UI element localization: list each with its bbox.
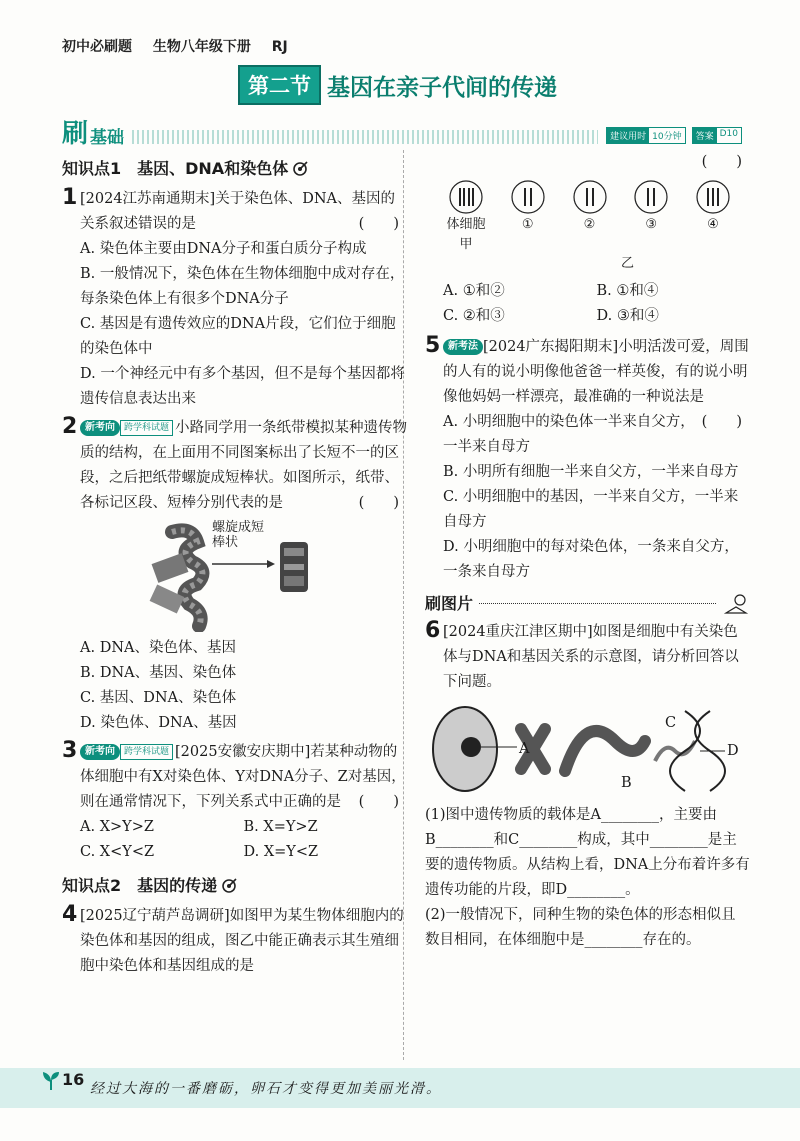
time-value: 10分钟 — [652, 132, 682, 142]
kp2-title: 知识点2 基因的传递 — [62, 876, 218, 895]
option-row — [425, 304, 750, 329]
question-2 — [62, 416, 407, 516]
answer-paren: ( ) — [701, 414, 742, 430]
option: D. 一个神经元中有多个基因，但不是每个基因都将遗传信息表达出来 — [80, 366, 405, 407]
question-number: 6 — [425, 618, 441, 643]
sub-question-2: (2)一般情况下，同种生物的染色体的形态相似且数目相同，在体细胞中是________存在的。 — [425, 907, 736, 948]
question-stem: [2025安徽安庆期中]若某种动物的体细胞中有X对染色体、Y对DNA分子、Z对基因，则在通常情况下，下列关系式中正确的是 — [80, 744, 406, 810]
answer-key: 答案 — [693, 128, 717, 143]
strip-arrow-label: 螺旋成短棒状 — [212, 520, 265, 550]
subject-name: 生物八年级下册 — [152, 39, 251, 55]
option-row — [425, 279, 750, 304]
option: D. 小明细胞中的每对染色体，一条来自父方，一条来自母方 — [443, 539, 739, 580]
picture-practice-heading — [425, 591, 750, 616]
question-stem: [2024广东揭阳期末]小明活泼可爱，周围的人有的说小明像他爸爸一样英俊，有的说小明像他妈妈一样漂亮，最准确的一种说法是 — [443, 339, 749, 405]
answer-value: D10 — [719, 129, 738, 139]
band-label: 基础 — [90, 128, 125, 148]
option: B. X=Y>Z — [243, 819, 318, 835]
answer-paren: ( ) — [701, 154, 742, 170]
question-number: 1 — [62, 185, 78, 210]
reading-book-icon — [722, 593, 750, 615]
picture-practice-title: 刷图片 — [425, 594, 474, 613]
cell-label: ① — [521, 217, 534, 232]
cell-circle-icon — [695, 179, 731, 215]
q4-paren-line — [425, 150, 750, 175]
band-dots — [132, 130, 598, 144]
label-a: A — [519, 741, 530, 757]
cell-label: ④ — [707, 217, 719, 232]
sub-question-1: (1)图中遗传物质的载体是A________，主要由B________和C________构成，其中________是主要的遗传物质。从结构上看，DNA上分布着许多有遗传功能的片段，即D________。 — [425, 807, 750, 898]
target-icon — [292, 161, 308, 177]
new-trend-badge: 新考向 — [80, 744, 120, 760]
question-1 — [62, 187, 407, 237]
practice-band — [62, 113, 742, 150]
option: B. 一般情况下，染色体在生物体细胞中成对存在，每条染色体上有很多个DNA分子 — [80, 266, 405, 307]
answer-paren: ( ) — [358, 495, 399, 511]
cell-circle-icon — [448, 179, 484, 215]
jia-label: 甲 — [459, 237, 473, 252]
cell-label: ② — [583, 217, 596, 232]
cross-subject-tag: 跨学科试题 — [120, 744, 173, 760]
band-big-char: 刷 — [62, 119, 89, 149]
cell-label: 体细胞 — [446, 217, 486, 232]
option: A. DNA、染色体、基因 — [80, 640, 236, 656]
time-key: 建议用时 — [607, 128, 649, 143]
option: B. DNA、基因、染色体 — [80, 665, 237, 681]
knowledge-point-2 — [62, 873, 407, 898]
answer-paren: ( ) — [358, 794, 399, 810]
sprout-icon — [40, 1070, 62, 1092]
question-stem: [2024江苏南通期末]关于染色体、DNA、基因的关系叙述错误的是 — [80, 191, 395, 232]
cell-figure — [439, 179, 493, 255]
option: A. X>Y>Z — [80, 819, 154, 835]
question-stem: [2024重庆江津区期中]如图是细胞中有关染色体与DNA和基因关系的示意图，请分析回答以下问题。 — [443, 624, 739, 690]
cell-figure — [501, 179, 555, 255]
cell-figure — [686, 179, 740, 255]
option: C. ②和③ — [443, 308, 505, 324]
option: D. ③和④ — [596, 308, 659, 324]
question-number: 3 — [62, 738, 78, 763]
cross-subject-tag: 跨学科试题 — [120, 420, 173, 436]
question-5 — [425, 333, 750, 430]
question-stem: 小路同学用一条纸带模拟某种遗传物质的结构，在上面用不同图案标出了长短不一的区段，之后把纸带螺旋成短棒状。如图所示，纸带、各标记区段、短棒分别代表的是 — [80, 420, 408, 511]
answer-paren: ( ) — [358, 216, 399, 232]
option-row — [62, 815, 407, 840]
time-tag — [606, 127, 685, 144]
option: D. X=Y<Z — [243, 844, 319, 860]
question-number: 5 — [425, 333, 441, 358]
footer-motto: 经过大海的一番磨砺，卵石才变得更加美丽光滑。 — [90, 1081, 442, 1097]
label-c: C — [665, 715, 677, 731]
cell-circle-icon — [510, 179, 546, 215]
edition: RJ — [271, 39, 288, 55]
new-method-badge: 新考法 — [443, 339, 483, 355]
option: C. 基因是有遗传效应的DNA片段，它们位于细胞的染色体中 — [80, 316, 396, 357]
page-number: 16 — [62, 1070, 85, 1089]
dotted-leader — [479, 603, 716, 604]
option: A. 染色体主要由DNA分子和蛋白质分子构成 — [80, 241, 367, 257]
new-trend-badge: 新考向 — [80, 420, 120, 436]
option: B. 小明所有细胞一半来自父方，一半来自母方 — [443, 464, 739, 480]
question-stem: [2025辽宁葫芦岛调研]如图甲为某生物体细胞内的染色体和基因的组成，图乙中能正确表示其生殖细胞中染色体和基因组成的是 — [80, 908, 404, 974]
section-title-bar — [238, 68, 557, 102]
option: A. 小明细胞中的染色体一半来自父方，一半来自母方 — [443, 414, 695, 455]
option: A. ①和② — [443, 283, 505, 299]
question-4 — [62, 904, 407, 979]
target-icon — [221, 878, 237, 894]
answer-tag — [692, 127, 742, 144]
knowledge-point-1 — [62, 156, 407, 181]
option: C. X<Y<Z — [80, 844, 155, 860]
option-row — [62, 840, 407, 865]
label-d: D — [727, 743, 739, 759]
option: D. 染色体、DNA、基因 — [80, 715, 237, 731]
cell-figure — [563, 179, 617, 255]
chromosome-dna-illustration — [425, 701, 750, 797]
cell-figure — [624, 179, 678, 255]
cell-diagram — [425, 175, 750, 255]
yi-label: 乙 — [620, 256, 634, 271]
question-number: 4 — [62, 902, 78, 927]
label-b: B — [621, 775, 632, 791]
section-title: 基因在亲子代间的传递 — [327, 74, 557, 101]
running-header — [62, 36, 304, 56]
right-column — [425, 150, 750, 953]
option: C. 基因、DNA、染色体 — [80, 690, 237, 706]
cell-circle-icon — [572, 179, 608, 215]
option: C. 小明细胞中的基因，一半来自父方，一半来自母方 — [443, 489, 739, 530]
question-6 — [425, 620, 750, 695]
option: B. ①和④ — [596, 283, 659, 299]
cell-label: ③ — [645, 217, 658, 232]
question-3 — [62, 740, 407, 815]
chromosome-figure — [425, 701, 750, 797]
question-number: 2 — [62, 414, 78, 439]
cell-circle-icon — [633, 179, 669, 215]
section-badge: 第二节 — [238, 65, 321, 105]
series-name: 初中必刷题 — [62, 39, 132, 55]
kp1-title: 知识点1 基因、DNA和染色体 — [62, 159, 289, 178]
paper-strip-figure — [62, 520, 407, 632]
left-column — [62, 150, 407, 979]
